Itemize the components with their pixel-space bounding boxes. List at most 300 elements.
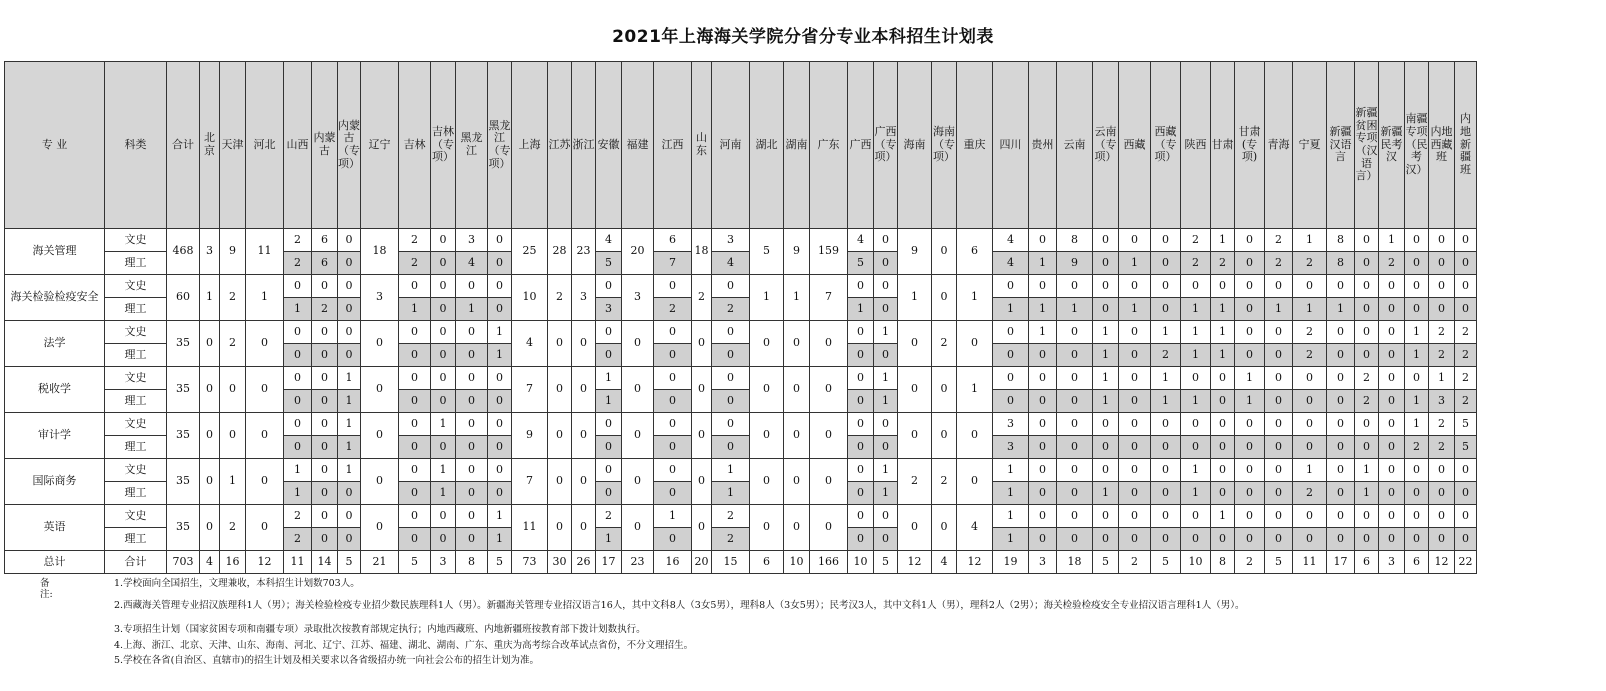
data-cell: 0 xyxy=(284,390,312,413)
data-cell: 1 xyxy=(284,482,312,505)
totals-cell: 30 xyxy=(548,551,572,574)
data-cell: 1 xyxy=(246,275,284,321)
data-cell: 0 xyxy=(654,459,692,482)
header-province: 新疆民考汉 xyxy=(1379,62,1405,229)
totals-cell: 10 xyxy=(1181,551,1211,574)
data-cell: 0 xyxy=(399,505,431,528)
data-cell: 0 xyxy=(431,390,456,413)
totals-cell: 23 xyxy=(622,551,654,574)
data-cell: 0 xyxy=(848,436,874,459)
data-cell: 0 xyxy=(456,344,488,367)
header-province: 甘肃(专项) xyxy=(1235,62,1265,229)
page-title: 2021年上海海关学院分省分专业本科招生计划表 xyxy=(612,27,994,47)
data-cell: 0 xyxy=(246,459,284,505)
data-cell: 0 xyxy=(1405,252,1429,275)
data-cell: 0 xyxy=(1029,367,1057,390)
data-cell: 7 xyxy=(810,275,848,321)
data-cell: 0 xyxy=(284,344,312,367)
data-cell: 0 xyxy=(1057,367,1093,390)
data-cell: 0 xyxy=(654,390,692,413)
note-5: 5.学校在各省(自治区、直辖市)的招生计划及相关要求以各省级招办统一向社会公布的招生计划为准。 xyxy=(114,655,539,666)
data-cell: 5 xyxy=(848,252,874,275)
data-cell: 4 xyxy=(993,229,1029,252)
data-cell: 1 xyxy=(993,528,1029,551)
data-cell: 0 xyxy=(338,482,361,505)
data-cell: 0 xyxy=(456,321,488,344)
data-cell: 0 xyxy=(848,321,874,344)
data-cell: 0 xyxy=(654,344,692,367)
data-cell: 0 xyxy=(456,413,488,436)
type-cell: 文史 xyxy=(105,413,167,436)
data-cell: 2 xyxy=(898,459,932,505)
data-cell: 0 xyxy=(456,436,488,459)
total-cell: 35 xyxy=(167,321,200,367)
data-cell: 0 xyxy=(399,390,431,413)
data-cell: 0 xyxy=(1379,482,1405,505)
header-province: 黑龙江 xyxy=(456,62,488,229)
data-cell: 1 xyxy=(456,298,488,321)
data-cell: 0 xyxy=(874,229,898,252)
data-cell: 0 xyxy=(1029,459,1057,482)
data-cell: 0 xyxy=(361,505,399,551)
data-cell: 0 xyxy=(1057,505,1093,528)
data-cell: 0 xyxy=(338,505,361,528)
data-cell: 0 xyxy=(848,413,874,436)
data-cell: 0 xyxy=(848,482,874,505)
data-cell: 0 xyxy=(654,367,692,390)
data-cell: 0 xyxy=(1235,344,1265,367)
table-row-wen xyxy=(5,321,1477,344)
data-cell: 0 xyxy=(1327,459,1355,482)
data-cell: 0 xyxy=(456,275,488,298)
data-cell: 0 xyxy=(312,436,338,459)
data-cell: 0 xyxy=(431,252,456,275)
data-cell: 2 xyxy=(1293,482,1327,505)
type-cell: 文史 xyxy=(105,229,167,252)
data-cell: 0 xyxy=(1405,229,1429,252)
type-cell: 理工 xyxy=(105,252,167,275)
major-cell: 国际商务 xyxy=(5,459,105,505)
data-cell: 1 xyxy=(1327,298,1355,321)
data-cell: 0 xyxy=(1429,229,1455,252)
data-cell: 0 xyxy=(1119,321,1151,344)
data-cell: 0 xyxy=(572,459,596,505)
data-cell: 1 xyxy=(1405,413,1429,436)
data-cell: 0 xyxy=(1327,275,1355,298)
data-cell: 3 xyxy=(1429,390,1455,413)
data-cell: 0 xyxy=(1405,275,1429,298)
data-cell: 0 xyxy=(1293,275,1327,298)
data-cell: 2 xyxy=(1405,436,1429,459)
header-province: 天津 xyxy=(220,62,246,229)
data-cell: 0 xyxy=(1211,390,1235,413)
data-cell: 0 xyxy=(1265,413,1293,436)
data-cell: 8 xyxy=(1327,252,1355,275)
data-cell: 0 xyxy=(1405,459,1429,482)
data-cell: 0 xyxy=(572,505,596,551)
major-cell: 英语 xyxy=(5,505,105,551)
data-cell: 0 xyxy=(622,413,654,459)
type-cell: 文史 xyxy=(105,367,167,390)
data-cell: 0 xyxy=(1029,229,1057,252)
header-province: 福建 xyxy=(622,62,654,229)
totals-cell: 4 xyxy=(932,551,957,574)
data-cell: 0 xyxy=(1455,505,1477,528)
totals-cell: 16 xyxy=(654,551,692,574)
data-cell: 0 xyxy=(1235,298,1265,321)
data-cell: 2 xyxy=(399,252,431,275)
data-cell: 0 xyxy=(810,505,848,551)
data-cell: 0 xyxy=(692,505,712,551)
data-cell: 0 xyxy=(200,321,220,367)
data-cell: 2 xyxy=(284,528,312,551)
data-cell: 0 xyxy=(1211,482,1235,505)
data-cell: 0 xyxy=(1057,344,1093,367)
totals-cell: 2 xyxy=(1235,551,1265,574)
header-type: 科类 xyxy=(105,62,167,229)
totals-cell: 19 xyxy=(993,551,1029,574)
data-cell: 0 xyxy=(1379,298,1405,321)
total-cell: 468 xyxy=(167,229,200,275)
data-cell: 0 xyxy=(548,505,572,551)
data-cell: 0 xyxy=(246,367,284,413)
data-cell: 0 xyxy=(1265,344,1293,367)
data-cell: 0 xyxy=(712,390,750,413)
header-province: 吉林（专项） xyxy=(431,62,456,229)
data-cell: 0 xyxy=(1057,321,1093,344)
data-cell: 2 xyxy=(220,275,246,321)
data-cell: 1 xyxy=(1151,390,1181,413)
data-cell: 1 xyxy=(1181,298,1211,321)
data-cell: 0 xyxy=(1235,252,1265,275)
data-cell: 0 xyxy=(1093,436,1119,459)
data-cell: 1 xyxy=(1235,390,1265,413)
data-cell: 9 xyxy=(898,229,932,275)
data-cell: 0 xyxy=(220,413,246,459)
data-cell: 1 xyxy=(1093,344,1119,367)
data-cell: 0 xyxy=(1235,482,1265,505)
data-cell: 2 xyxy=(1455,390,1477,413)
data-cell: 0 xyxy=(1119,482,1151,505)
data-cell: 0 xyxy=(456,482,488,505)
data-cell: 1 xyxy=(712,482,750,505)
data-cell: 0 xyxy=(431,298,456,321)
header-province: 贵州 xyxy=(1029,62,1057,229)
data-cell: 0 xyxy=(431,436,456,459)
data-cell: 0 xyxy=(1029,344,1057,367)
data-cell: 0 xyxy=(750,321,784,367)
header-province: 甘肃 xyxy=(1211,62,1235,229)
data-cell: 0 xyxy=(1211,459,1235,482)
data-cell: 1 xyxy=(1211,298,1235,321)
data-cell: 159 xyxy=(810,229,848,275)
data-cell: 0 xyxy=(712,344,750,367)
data-cell: 0 xyxy=(1379,344,1405,367)
data-cell: 0 xyxy=(712,413,750,436)
data-cell: 1 xyxy=(338,436,361,459)
data-cell: 0 xyxy=(312,344,338,367)
header-province: 江西 xyxy=(654,62,692,229)
data-cell: 4 xyxy=(596,229,622,252)
data-cell: 0 xyxy=(750,459,784,505)
header-province: 海南（专项） xyxy=(932,62,957,229)
type-cell: 文史 xyxy=(105,275,167,298)
major-cell: 海关检验检疫安全 xyxy=(5,275,105,321)
data-cell: 1 xyxy=(874,390,898,413)
data-cell: 2 xyxy=(312,298,338,321)
data-cell: 0 xyxy=(1429,252,1455,275)
data-cell: 0 xyxy=(1293,390,1327,413)
total-cell: 60 xyxy=(167,275,200,321)
header-province: 山西 xyxy=(284,62,312,229)
data-cell: 1 xyxy=(1093,321,1119,344)
data-cell: 0 xyxy=(1029,528,1057,551)
data-cell: 0 xyxy=(1235,505,1265,528)
data-cell: 1 xyxy=(1211,321,1235,344)
data-cell: 1 xyxy=(220,459,246,505)
data-cell: 0 xyxy=(548,367,572,413)
data-cell: 0 xyxy=(431,344,456,367)
totals-cell: 3 xyxy=(431,551,456,574)
data-cell: 0 xyxy=(692,321,712,367)
totals-cell: 18 xyxy=(1057,551,1093,574)
data-cell: 0 xyxy=(1355,528,1379,551)
data-cell: 0 xyxy=(399,275,431,298)
data-cell: 1 xyxy=(431,482,456,505)
data-cell: 0 xyxy=(312,459,338,482)
data-cell: 0 xyxy=(1429,459,1455,482)
data-cell: 1 xyxy=(1119,252,1151,275)
data-cell: 1 xyxy=(1057,298,1093,321)
data-cell: 0 xyxy=(200,459,220,505)
totals-cell: 73 xyxy=(512,551,548,574)
totals-cell: 6 xyxy=(1355,551,1379,574)
data-cell: 2 xyxy=(654,298,692,321)
data-cell: 5 xyxy=(750,229,784,275)
header-province: 江苏 xyxy=(548,62,572,229)
totals-cell: 5 xyxy=(1093,551,1119,574)
data-cell: 0 xyxy=(488,367,512,390)
data-cell: 2 xyxy=(548,275,572,321)
data-cell: 0 xyxy=(1405,528,1429,551)
data-cell: 2 xyxy=(1455,321,1477,344)
data-cell: 0 xyxy=(898,367,932,413)
data-cell: 0 xyxy=(1379,413,1405,436)
data-cell: 0 xyxy=(1265,482,1293,505)
data-cell: 0 xyxy=(622,321,654,367)
data-cell: 1 xyxy=(993,505,1029,528)
data-cell: 0 xyxy=(431,528,456,551)
note-2: 2.西藏海关管理专业招汉族理科1人（男）；海关检验检疫专业招少数民族理科1人（男）。新疆海关管理专业招汉语言16人，其中文科8人（3女5男），理科8人（3女5男）；民考汉3人，其中文科1人（男），理科2人（2男）；海关检验检疫安全专业招汉语言理科1人（男）。 xyxy=(114,600,1245,611)
data-cell: 6 xyxy=(312,229,338,252)
data-cell: 0 xyxy=(874,252,898,275)
totals-cell: 12 xyxy=(898,551,932,574)
header-province: 四川 xyxy=(993,62,1029,229)
data-cell: 0 xyxy=(1093,505,1119,528)
totals-cell: 5 xyxy=(1265,551,1293,574)
data-cell: 0 xyxy=(1119,459,1151,482)
data-cell: 0 xyxy=(338,275,361,298)
data-cell: 0 xyxy=(338,298,361,321)
total-cell: 35 xyxy=(167,459,200,505)
data-cell: 0 xyxy=(1029,413,1057,436)
data-cell: 0 xyxy=(1379,505,1405,528)
data-cell: 1 xyxy=(1093,390,1119,413)
data-cell: 0 xyxy=(750,413,784,459)
data-cell: 4 xyxy=(848,229,874,252)
totals-cell: 8 xyxy=(1211,551,1235,574)
header-province: 黑龙江（专项） xyxy=(488,62,512,229)
data-cell: 0 xyxy=(1181,505,1211,528)
data-cell: 2 xyxy=(1429,321,1455,344)
data-cell: 0 xyxy=(957,321,993,367)
table-row-wen xyxy=(5,505,1477,528)
header-major: 专 业 xyxy=(5,62,105,229)
header-province: 内蒙古 xyxy=(312,62,338,229)
data-cell: 2 xyxy=(1151,344,1181,367)
data-cell: 1 xyxy=(1293,229,1327,252)
data-cell: 0 xyxy=(596,482,622,505)
data-cell: 20 xyxy=(622,229,654,275)
totals-cell: 21 xyxy=(361,551,399,574)
header-province: 宁夏 xyxy=(1293,62,1327,229)
data-cell: 0 xyxy=(488,252,512,275)
data-cell: 0 xyxy=(1057,459,1093,482)
data-cell: 4 xyxy=(957,505,993,551)
data-cell: 9 xyxy=(512,413,548,459)
header-province: 上海 xyxy=(512,62,548,229)
data-cell: 0 xyxy=(1119,413,1151,436)
data-cell: 0 xyxy=(361,367,399,413)
data-cell: 0 xyxy=(848,367,874,390)
header-province: 湖南 xyxy=(784,62,810,229)
totals-cell: 166 xyxy=(810,551,848,574)
data-cell: 0 xyxy=(1429,482,1455,505)
data-cell: 1 xyxy=(1405,321,1429,344)
data-cell: 0 xyxy=(848,505,874,528)
data-cell: 0 xyxy=(361,459,399,505)
data-cell: 1 xyxy=(284,459,312,482)
header-province: 西藏 xyxy=(1119,62,1151,229)
header-province: 内地西藏班 xyxy=(1429,62,1455,229)
data-cell: 0 xyxy=(1181,367,1211,390)
data-cell: 0 xyxy=(200,413,220,459)
data-cell: 2 xyxy=(284,505,312,528)
totals-cell: 10 xyxy=(848,551,874,574)
data-cell: 0 xyxy=(810,413,848,459)
data-cell: 0 xyxy=(1119,528,1151,551)
data-cell: 0 xyxy=(1057,413,1093,436)
data-cell: 1 xyxy=(338,367,361,390)
data-cell: 0 xyxy=(874,298,898,321)
data-cell: 0 xyxy=(456,505,488,528)
data-cell: 0 xyxy=(456,528,488,551)
data-cell: 1 xyxy=(874,321,898,344)
data-cell: 1 xyxy=(957,367,993,413)
data-cell: 1 xyxy=(1235,367,1265,390)
data-cell: 1 xyxy=(993,459,1029,482)
data-cell: 0 xyxy=(1093,298,1119,321)
data-cell: 0 xyxy=(1057,528,1093,551)
data-cell: 0 xyxy=(431,505,456,528)
totals-cell: 26 xyxy=(572,551,596,574)
data-cell: 0 xyxy=(848,344,874,367)
data-cell: 0 xyxy=(932,505,957,551)
data-cell: 1 xyxy=(1093,367,1119,390)
data-cell: 0 xyxy=(993,344,1029,367)
data-cell: 2 xyxy=(1181,252,1211,275)
data-cell: 0 xyxy=(1355,344,1379,367)
data-cell: 0 xyxy=(1265,275,1293,298)
data-cell: 0 xyxy=(932,367,957,413)
data-cell: 0 xyxy=(810,459,848,505)
data-cell: 1 xyxy=(1293,459,1327,482)
type-cell: 文史 xyxy=(105,321,167,344)
data-cell: 0 xyxy=(312,390,338,413)
data-cell: 3 xyxy=(572,275,596,321)
data-cell: 0 xyxy=(1211,367,1235,390)
data-cell: 0 xyxy=(1265,459,1293,482)
data-cell: 0 xyxy=(338,252,361,275)
data-cell: 0 xyxy=(1293,528,1327,551)
data-cell: 0 xyxy=(1355,505,1379,528)
data-cell: 0 xyxy=(874,413,898,436)
data-cell: 2 xyxy=(596,505,622,528)
data-cell: 0 xyxy=(1057,436,1093,459)
data-cell: 1 xyxy=(784,275,810,321)
data-cell: 0 xyxy=(1029,482,1057,505)
data-cell: 0 xyxy=(654,321,692,344)
data-cell: 0 xyxy=(848,459,874,482)
type-cell: 理工 xyxy=(105,344,167,367)
data-cell: 0 xyxy=(399,321,431,344)
data-cell: 0 xyxy=(1405,505,1429,528)
data-cell: 0 xyxy=(932,413,957,459)
data-cell: 0 xyxy=(784,367,810,413)
data-cell: 1 xyxy=(1029,298,1057,321)
data-cell: 0 xyxy=(1093,252,1119,275)
totals-cell: 8 xyxy=(456,551,488,574)
data-cell: 2 xyxy=(1455,367,1477,390)
data-cell: 0 xyxy=(712,367,750,390)
data-cell: 2 xyxy=(932,321,957,367)
data-cell: 1 xyxy=(1181,390,1211,413)
data-cell: 2 xyxy=(1455,344,1477,367)
data-cell: 0 xyxy=(456,390,488,413)
header-province: 吉林 xyxy=(399,62,431,229)
data-cell: 1 xyxy=(1119,298,1151,321)
totals-cell: 17 xyxy=(1327,551,1355,574)
data-cell: 0 xyxy=(1355,229,1379,252)
totals-cell: 22 xyxy=(1455,551,1477,574)
data-cell: 0 xyxy=(1265,321,1293,344)
data-cell: 0 xyxy=(784,505,810,551)
data-cell: 0 xyxy=(1429,505,1455,528)
data-cell: 0 xyxy=(1355,436,1379,459)
data-cell: 0 xyxy=(874,436,898,459)
data-cell: 2 xyxy=(692,275,712,321)
data-cell: 0 xyxy=(1057,275,1093,298)
data-cell: 0 xyxy=(1293,367,1327,390)
data-cell: 0 xyxy=(993,390,1029,413)
header-province: 内蒙古（专项） xyxy=(338,62,361,229)
data-cell: 0 xyxy=(654,528,692,551)
data-cell: 0 xyxy=(1327,321,1355,344)
data-cell: 1 xyxy=(1429,367,1455,390)
header-province: 云南 xyxy=(1057,62,1093,229)
data-cell: 0 xyxy=(1211,413,1235,436)
totals-cell: 5 xyxy=(874,551,898,574)
